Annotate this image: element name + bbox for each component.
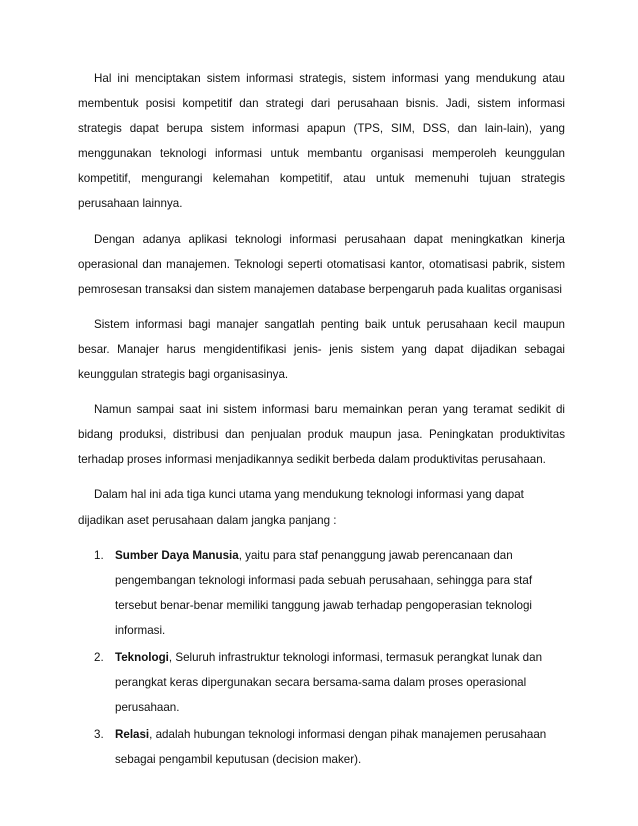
- document-body: [78, 66, 565, 774]
- list-item-term: Teknologi: [115, 650, 169, 664]
- paragraph-strategic-is: Hal ini menciptakan sistem informasi strategis, sistem informasi yang mendukung atau membentuk posisi kompetitif dan strategi dari perusahaan bisnis. Jadi, sistem informasi strategis dapat berupa sistem informasi apapun (TPS, SIM, DSS, dan lain-lain), yang menggunakan teknologi informasi untuk membantu organisasi memperoleh keunggulan kompetitif, mengurangi kelemahan kompetitif, atau untuk memenuhi tujuan strategis perusahaan lainnya.: [78, 72, 565, 211]
- list-item-term: Relasi: [115, 728, 150, 742]
- list-item-number: 3.: [94, 728, 104, 742]
- list-item-number: 1.: [94, 548, 104, 562]
- list-item-content: [115, 543, 565, 643]
- key-factors-list: [78, 543, 565, 773]
- list-item-content: [115, 645, 565, 720]
- list-item: [78, 543, 565, 643]
- list-item: [78, 645, 565, 720]
- paragraph-production-role: Namun sampai saat ini sistem informasi baru memainkan peran yang teramat sedikit di bidang produksi, distribusi dan penjualan produk maupun jasa. Peningkatan produktivitas terhadap proses informasi menjadikannya sedikit berbeda dalam produktivitas perusahaan.: [78, 403, 565, 467]
- list-item-term: Sumber Daya Manusia: [115, 548, 239, 562]
- paragraph-three-keys: Dalam hal ini ada tiga kunci utama yang mendukung teknologi informasi yang dapat dijadikan aset perusahaan dalam jangka panjang :: [78, 488, 524, 527]
- list-item-text: , adalah hubungan teknologi informasi dengan pihak manajemen perusahaan sebagai pengambil keputusan (decision maker).: [115, 728, 547, 767]
- paragraph-manager-is: Sistem informasi bagi manajer sangatlah penting baik untuk perusahaan kecil maupun besar. Manajer harus mengidentifikasi jenis- jenis sistem yang dapat dijadikan sebagai keunggulan strategis bagi organisasinya.: [78, 317, 565, 382]
- list-item-number: 2.: [94, 650, 104, 664]
- list-item-content: [115, 722, 565, 772]
- paragraph-it-application: Dengan adanya aplikasi teknologi informasi perusahaan dapat meningkatkan kinerja operasional dan manajemen. Teknologi seperti otomatisasi kantor, otomatisasi pabrik, sistem pemrosesan transaksi dan sistem manajemen database berpengaruh pada kualitas organisasi: [78, 232, 565, 296]
- list-item-text: , Seluruh infrastruktur teknologi informasi, termasuk perangkat lunak dan perangkat keras dipergunakan secara bersama-sama dalam proses operasional perusahaan.: [115, 650, 543, 715]
- list-item: [78, 722, 565, 772]
- list-item-text: , yaitu para staf penanggung jawab perencanaan dan pengembangan teknologi informasi pada sebuah perusahaan, sehingga para staf tersebut benar-benar memiliki tanggung jawab terhadap pengoperasian teknologi informasi.: [115, 548, 533, 637]
